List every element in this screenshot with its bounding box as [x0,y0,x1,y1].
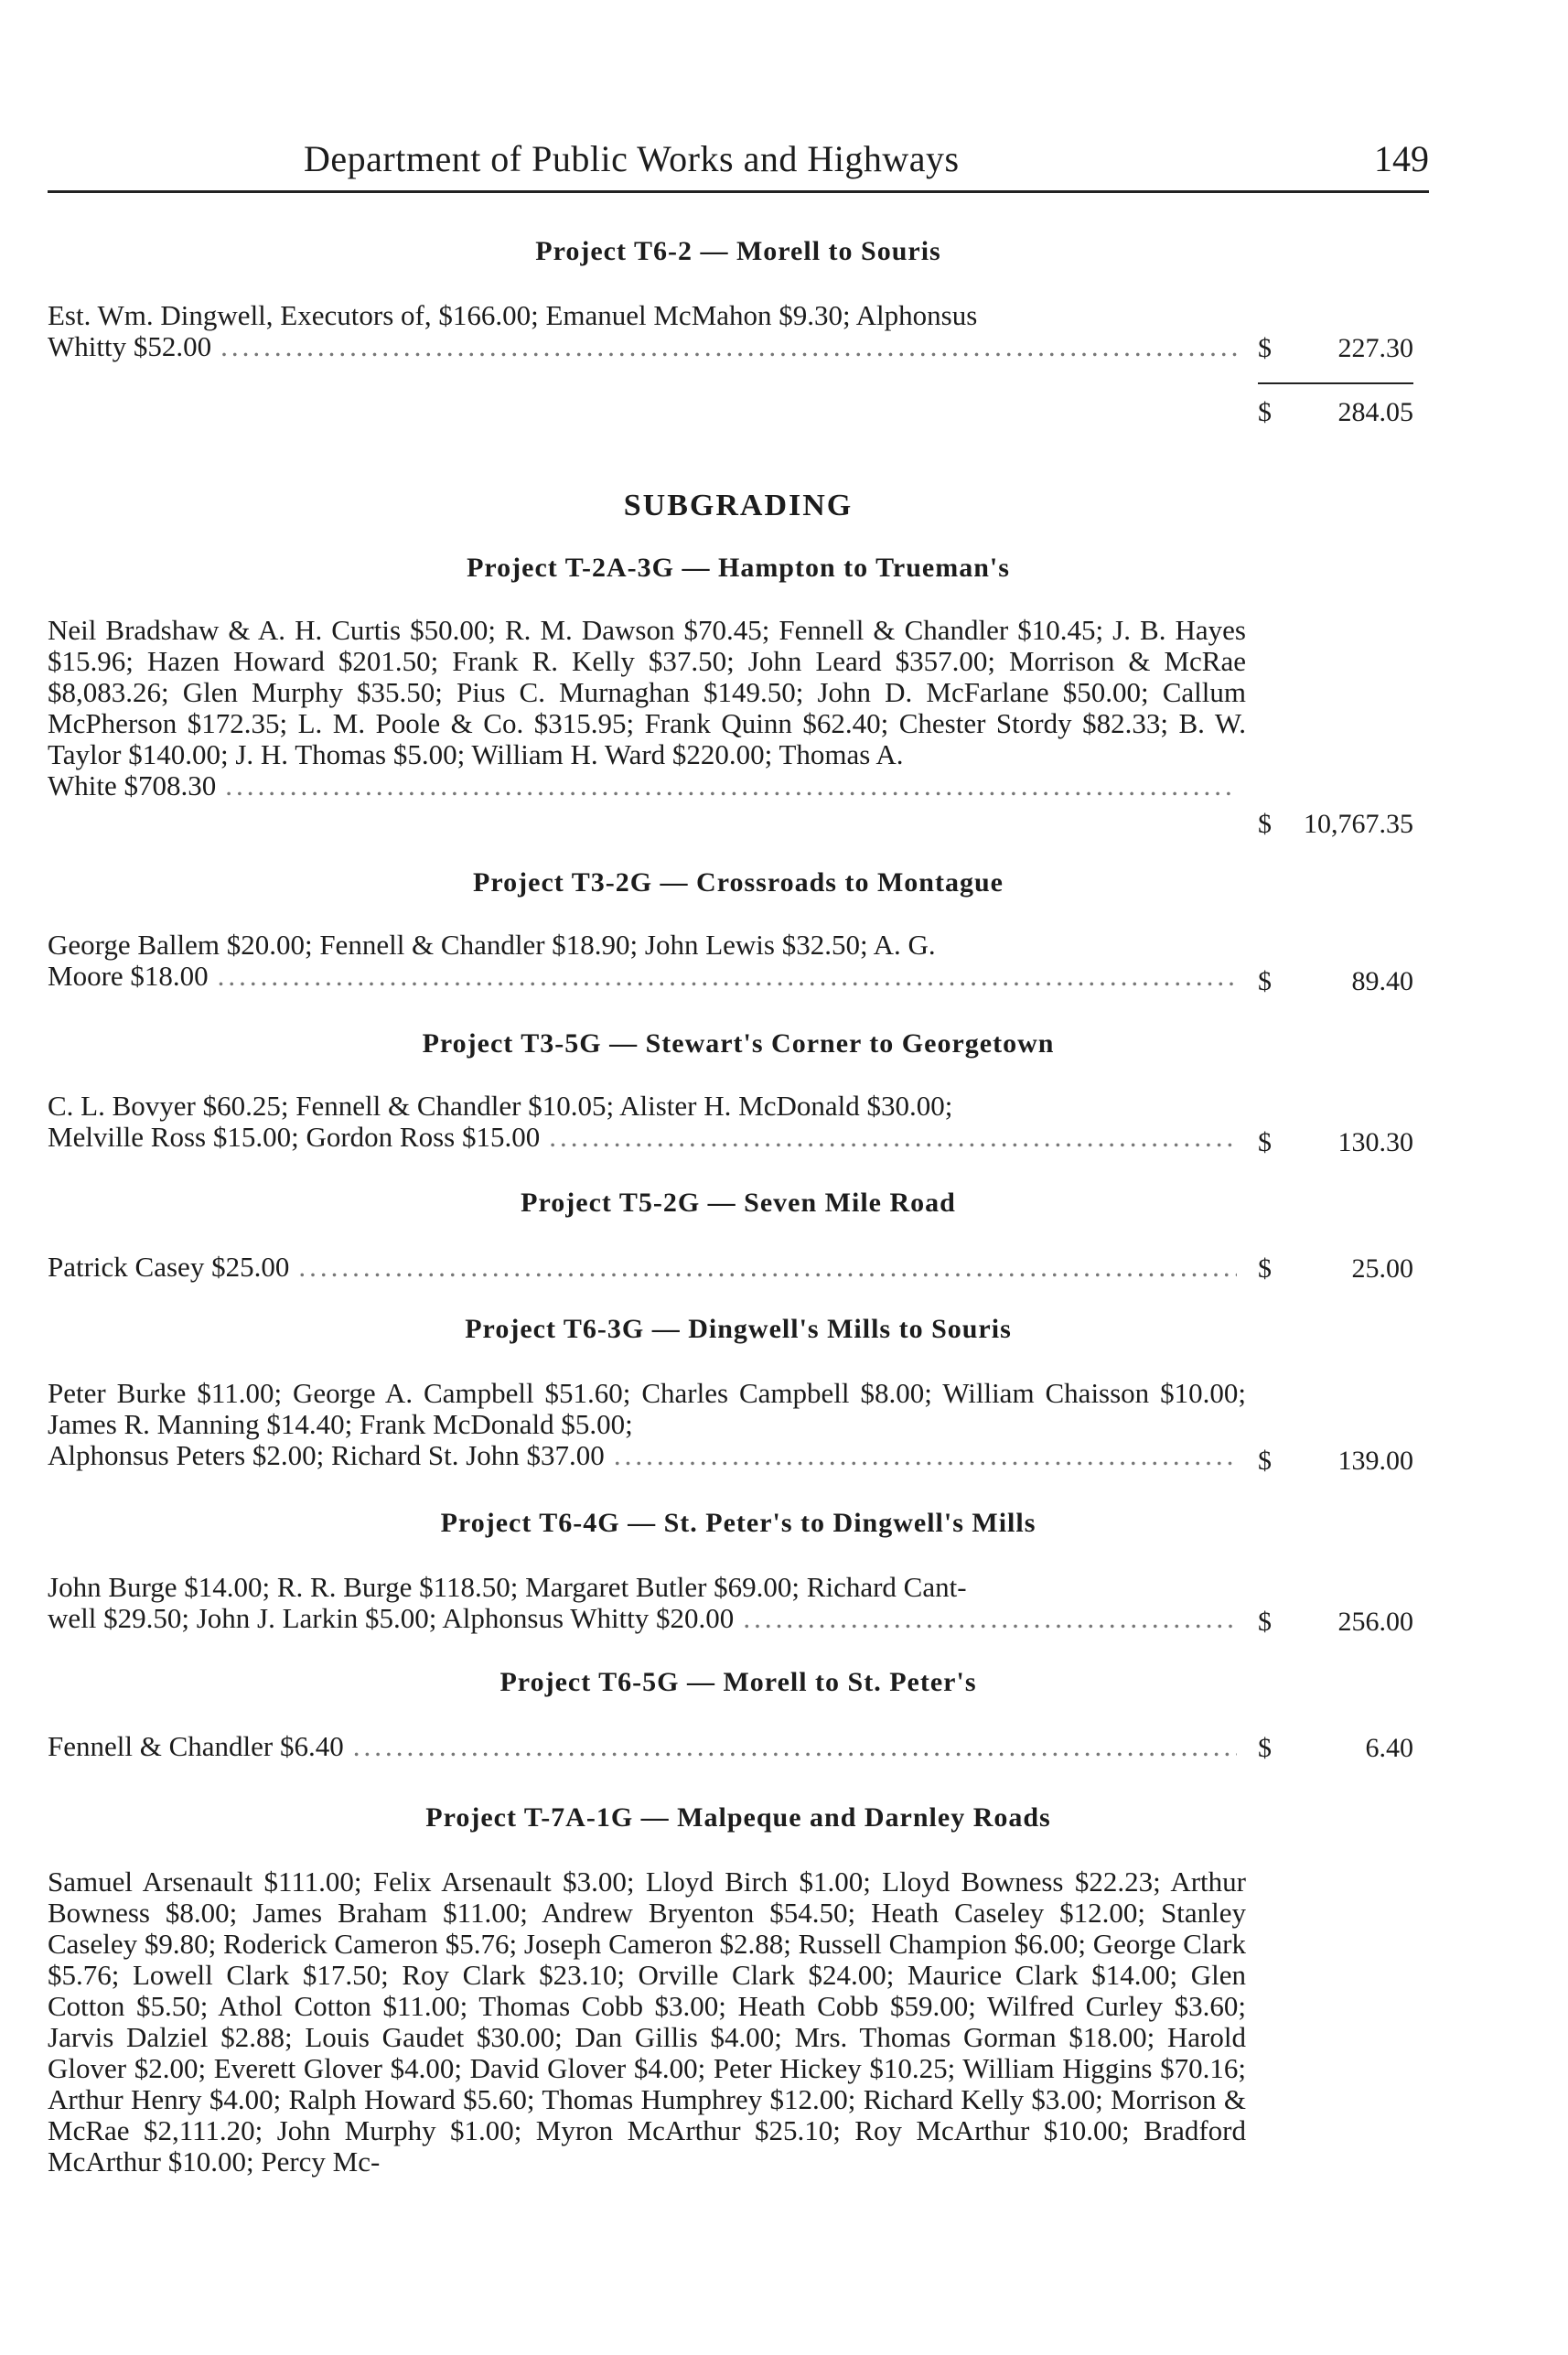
page-header [48,137,1429,187]
entry-text-last: Fennell & Chandler $6.40 [48,1730,344,1762]
project-heading: Project T6-4G — St. Peter's to Dingwell's Mills [440,1508,1036,1538]
amount-value: 10,767.35 [1304,809,1413,839]
amount-value: 256.00 [1337,1607,1413,1637]
entry-text: Est. Wm. Dingwell, Executors of, $166.00; Emanuel McMahon $9.30; Alphonsus [48,299,978,331]
project-entry [48,1731,1246,1762]
amount [1258,1446,1413,1477]
leader-dots [220,331,1237,362]
leader-dots [218,961,1237,992]
project-entry [48,1378,1246,1471]
leader-dots [298,1252,1237,1283]
currency-symbol: $ [1258,809,1272,839]
page-number: 149 [1374,138,1429,179]
amount [1258,966,1413,997]
project-heading: Project T6-3G — Dingwell's Mills to Souris [465,1314,1012,1344]
project-entry [48,1572,1246,1634]
entry-text: George Ballem $20.00; Fennell & Chandler $18.90; John Lewis $32.50; A. G. [48,929,936,961]
entry-text: Neil Bradshaw & A. H. Curtis $50.00; R. M. Dawson $70.45; Fennell & Chandler $10.45; J. B. Hayes $15.96; Hazen Howard $201.50; Frank R. Kelly $37.50; John Leard $357.00; Morrison & McRae $8,083.26; Glen Murphy $35.50; Pius C. Murnaghan $149.50; John D. McFarlane $50.00; Callum McPherson $172.35; L. M. Poole & Co. $315.95; Frank Quinn $62.40; Chester Stordy $82.33; B. W. Taylor $140.00; J. H. Thomas $5.00; William H. Ward $220.00; Thomas A. [48,614,1246,770]
amount-value: 284.05 [1337,397,1413,427]
project-entry [48,1866,1246,2178]
project-heading: Project T-7A-1G — Malpeque and Darnley Roads [425,1802,1051,1833]
currency-symbol: $ [1258,333,1272,363]
currency-symbol: $ [1258,1446,1272,1476]
entry-text: John Burge $14.00; R. R. Burge $118.50; Margaret Butler $69.00; Richard Cant- [48,1571,967,1603]
currency-symbol: $ [1258,1127,1272,1157]
entry-text: C. L. Bovyer $60.25; Fennell & Chandler $10.05; Alister H. McDonald $30.00; [48,1090,953,1122]
amount-value: 227.30 [1337,333,1413,363]
section-title: SUBGRADING [623,489,854,522]
currency-symbol: $ [1258,397,1272,427]
entry-text-last: Moore $18.00 [48,960,209,992]
currency-symbol: $ [1258,1253,1272,1284]
leader-dots [743,1603,1237,1634]
entry-text-last: Whitty $52.00 [48,330,212,362]
amount [1258,809,1413,840]
amount-value: 130.30 [1337,1127,1413,1157]
entry-text-last: Patrick Casey $25.00 [48,1251,290,1283]
entry-text: Samuel Arsenault $111.00; Felix Arsenault $3.00; Lloyd Birch $1.00; Lloyd Bowness $22.23; Arthur Bowness $8.00; James Braham $11.00; Andrew Bryenton $54.50; Heath Caseley $12.00; Stanley Caseley $9.80; Roderick Cameron $5.76; Joseph Cameron $2.88; Russell Champion $6.00; George Clark $5.76; Lowell Clark $17.50; Roy Clark $23.10; Orville Clark $24.00; Maurice Clark $14.00; Glen Cotton $5.50; Athol Cotton $11.00; Thomas Cobb $3.00; Heath Cobb $59.00; Wilfred Curley $3.60; Jarvis Dalziel $2.88; Louis Gaudet $30.00; Dan Gillis $4.00; Mrs. Thomas Gorman $18.00; Harold Glover $2.00; Everett Glover $4.00; David Glover $4.00; Peter Hickey $10.25; William Higgins $70.16; Arthur Henry $4.00; Ralph Howard $5.60; Thomas Humphrey $12.00; Richard Kelly $3.00; Morrison & McRae $2,111.20; John Murphy $1.00; Myron McArthur $25.10; Roy McArthur $10.00; Bradford McArthur $10.00; Percy Mc- [48,1866,1246,2178]
amount-value: 139.00 [1337,1446,1413,1476]
project-heading: Project T3-2G — Crossroads to Montague [473,867,1004,898]
entry-text-last: Melville Ross $15.00; Gordon Ross $15.00 [48,1121,541,1153]
amount-value: 25.00 [1351,1253,1413,1284]
project-entry [48,930,1246,992]
amount [1258,1253,1413,1285]
project-heading: Project T6-5G — Morell to St. Peter's [499,1667,977,1697]
currency-symbol: $ [1258,1733,1272,1763]
project-entry [48,1091,1246,1153]
leader-dots [614,1440,1237,1471]
page-title: Department of Public Works and Highways [304,138,960,179]
total-rule [1258,382,1413,384]
project-heading: Project T6-2 — Morell to Souris [535,236,941,266]
project-heading: Project T3-5G — Stewart's Corner to Georgetown [422,1028,1055,1059]
amount-value: 6.40 [1365,1733,1413,1763]
entry-text-last: well $29.50; John J. Larkin $5.00; Alphonsus Whitty $20.00 [48,1602,735,1634]
amount [1258,333,1413,364]
amount [1258,1733,1413,1764]
currency-symbol: $ [1258,966,1272,996]
entry-text-last: White $708.30 [48,769,217,801]
subtotal-amount [1258,397,1413,428]
amount-value: 89.40 [1351,966,1413,996]
amount [1258,1127,1413,1158]
amount [1258,1607,1413,1638]
entry-text: Peter Burke $11.00; George A. Campbell $51.60; Charles Campbell $8.00; William Chaisson $10.00; James R. Manning $14.40; Frank McDonald $5.00; [48,1377,1246,1440]
leader-dots [353,1731,1237,1762]
entry-text-last: Alphonsus Peters $2.00; Richard St. John $37.00 [48,1439,605,1471]
project-heading: Project T-2A-3G — Hampton to Trueman's [467,553,1010,583]
leader-dots [549,1122,1237,1153]
project-entry [48,615,1246,801]
project-entry [48,1252,1246,1283]
leader-dots [225,770,1237,801]
project-entry [48,300,1246,362]
project-heading: Project T5-2G — Seven Mile Road [521,1188,956,1218]
header-rule [48,190,1429,193]
currency-symbol: $ [1258,1607,1272,1637]
